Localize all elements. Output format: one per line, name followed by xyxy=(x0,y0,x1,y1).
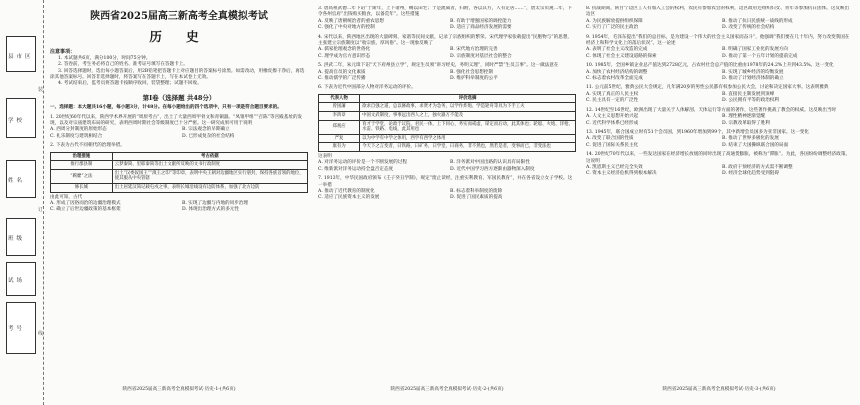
option-b[interactable]: B. 推动了世界多极化的发展 xyxy=(722,136,779,142)
option-c[interactable]: C. 推动儒学的广泛传播 xyxy=(318,76,366,82)
option-a[interactable]: A. 儒家伦理观念的世俗化 xyxy=(318,47,371,53)
question-table xyxy=(50,152,308,193)
options xyxy=(586,47,852,60)
option-a[interactable]: A. 改变了联合国的性质 xyxy=(586,136,634,142)
question-4 xyxy=(318,35,576,61)
option-b[interactable]: B. 推动了抗日民族统一战线的形成 xyxy=(722,18,793,24)
table-row xyxy=(319,143,576,152)
question-13 xyxy=(586,130,852,149)
option-d[interactable]: D. 推动了计划经济体制的确立 xyxy=(722,76,784,82)
binding-dash-label: 装 xyxy=(38,87,44,93)
table-cell: 中国文武制度，事事远出西人之上，独火器万不能及 xyxy=(360,112,576,121)
option-a[interactable]: A. 实现了真正的人民主权 xyxy=(586,91,639,97)
notice-item: 3. 回答选择题时，选出每小题答案后，用2B铅笔把答题卡上对应题目的答案标号涂黑。如需改动，用橡皮擦干净后，再选涂其他答案标号。回答非选择题时，将答案写在答题卡上，写在本试卷上无效。 xyxy=(50,68,305,81)
exam-title: 陕西省2025届高三新高考全真模拟考试 xyxy=(90,11,268,22)
part1-heading: 第Ⅰ卷（选择题 共48分） xyxy=(142,93,216,102)
table-row xyxy=(319,120,576,134)
option-d[interactable]: D. 近代中国学习西方逐渐由器物深入制度 xyxy=(450,166,535,172)
option-c[interactable]: C. 资本主义经济危机得到根本解决 xyxy=(586,171,657,177)
options xyxy=(586,136,852,149)
table-cell: 育才于学堂，论政于议院，君民一体，上下同心，务实而戒虚，谋定而后动，此其体也；轮船、火炮、洋枪、水雷、铁路、电线，此其用也 xyxy=(360,120,576,134)
option-d[interactable]: D. 已形成复杂的社会结构 xyxy=(182,133,235,139)
table-cell: 出土“汉委奴国王”“滇王之印”等印章，表明中央王朝对边疆地区实行册封，保持各族首领的地位，使其服从中央管辖 xyxy=(112,169,307,183)
option-b[interactable]: B. 实现了城乡经济的均衡发展 xyxy=(722,69,784,75)
question-prompt: 这表明 xyxy=(318,154,332,160)
notice-item: 2. 答卷前，考生务必将自己的姓名、准考证号填写在答题卡上。 xyxy=(58,62,188,68)
table-row xyxy=(319,112,576,121)
option-c[interactable]: C. 实行了广泛的民主政治 xyxy=(586,25,639,31)
question-9 xyxy=(586,35,852,61)
option-b[interactable]: B. 理性精神逐渐觉醒 xyxy=(722,114,766,120)
options xyxy=(586,92,852,105)
notice-item: 1. 本试题共6页，满分100分，时间75分钟。 xyxy=(58,55,151,61)
option-c[interactable]: C. 近代科学体系已经形成 xyxy=(586,120,639,126)
option-a[interactable]: A. 加快了农村经济结构的调整 xyxy=(586,69,648,75)
question-stem: 9. 1954年，毛泽东提出“我们的总目标，是为建设一个伟大的社会主义国家而奋斗”，他强调“我们要在几十年内，努力改变我国在经济上和科学文化上的落后状况”。这一论述 xyxy=(586,34,850,47)
page-column-2 xyxy=(318,6,576,378)
option-d[interactable]: D. 公民拥有平等的政治权利 xyxy=(722,98,779,104)
page-column-1 xyxy=(50,6,308,378)
option-d[interactable]: D. 维护科举制度的公平 xyxy=(450,76,498,82)
binding-dash-label: 线 xyxy=(38,331,44,337)
table-header: 考古依据 xyxy=(112,152,307,161)
table-row xyxy=(319,103,576,112)
option-d[interactable]: D. 体现出治理方式的多元性 xyxy=(182,207,239,213)
option-c[interactable]: C. 维新派对洋务运动持全盘否定态度 xyxy=(318,166,394,172)
question-stem: 13. 1945年，联合国成立时有51个会员国，到1960年增加到99个，其中新增会员国多为亚非国家。这一变化 xyxy=(586,129,809,135)
question-stem: 2. 下表为古代不同朝代的治理举措。 xyxy=(50,143,125,149)
table-cell: “羁縻”之法 xyxy=(51,169,113,183)
options xyxy=(586,114,852,127)
option-c[interactable]: C. 适应了民族资本主义的发展 xyxy=(318,195,380,201)
binding-dash-label: 订 xyxy=(38,207,44,213)
option-c[interactable]: C. 促进了国际关系民主化 xyxy=(586,142,639,148)
option-c[interactable]: C. 理学成为官方意识形态 xyxy=(318,53,371,59)
table-cell: 以为中学有中学之体用，西学有西学之体用 xyxy=(360,134,576,143)
option-b[interactable]: B. 直接民主制发展到顶峰 xyxy=(722,91,775,97)
table-header: 治理措施 xyxy=(51,152,113,161)
question-stem: 10. 1985年，全国乡镇企业总产值达到2728亿元，占农村社会总产值的比重由1978年的24.2%上升到43.5%。这一变化 xyxy=(586,63,834,69)
option-b[interactable]: B. 明确了国家工业化的发展方向 xyxy=(722,47,789,53)
notice-item: 4. 考试结束后，监考员将答题卡按顺序收回，装袋整理；试题不回收。 xyxy=(58,81,202,87)
field-label-name: 姓名 xyxy=(8,178,26,184)
option-a[interactable]: A. 表明了社会主义改造的完成 xyxy=(586,47,648,53)
options xyxy=(318,47,576,60)
question-stem: 8. 抗战期间，陕甘宁边区工人有加入工会的权利，农民有参加农会的权利，边区政府还组织妇女、青年等参加抗日团体。这反映出边区 xyxy=(586,6,850,18)
field-label-class: 班级 xyxy=(8,236,26,242)
options xyxy=(50,201,308,214)
option-d[interactable]: D. 结束了大国操纵联合国的局面 xyxy=(722,142,789,148)
option-c[interactable]: C. 确立了后世边疆政策的基本框架 xyxy=(50,207,121,213)
option-d[interactable]: D. 促进了国民素质的提高 xyxy=(450,195,503,201)
option-b[interactable]: B. 标志着科举制度的废除 xyxy=(450,189,503,195)
question-10 xyxy=(586,63,852,82)
option-a[interactable]: A. 人文主义思想开始兴起 xyxy=(586,114,639,120)
table-cell: 今天下之言变者，曰铁路，曰矿务，曰学堂，曰商务，非不然也，然若是者，变事而已，非变法也 xyxy=(360,143,576,152)
option-b[interactable]: B. 实现了边疆与内地的同步治理 xyxy=(182,201,249,207)
table-row xyxy=(51,169,308,183)
option-b[interactable]: B. 宋代地方治理的完善 xyxy=(450,47,498,53)
question-stem: 6. 下表为近代中国部分人物对洋务运动的评价。 xyxy=(318,85,416,91)
option-a[interactable]: A. 反映了唐朝统治者的重农思想 xyxy=(318,18,384,24)
question-stem: 14. 20世纪70年代以来，一些发达国家在经济增长放缓的同时出现了高通货膨胀，被称为“滞胀”。为此，各国纷纷调整经济政策。这说明 xyxy=(586,152,851,164)
question-prompt: 由此可知，古代 xyxy=(50,194,83,200)
option-b[interactable]: B. 有助于增强国家的调控能力 xyxy=(450,18,512,24)
section-heading: 一、选择题：本大题共16小题，每小题3分，计48分。在每小题给出的四个选项中，只有一项是符合题目要求的。 xyxy=(50,105,282,111)
table-cell: 修长城 xyxy=(51,184,113,193)
options xyxy=(50,127,308,140)
page-footer-2: 陕西省2025届高三新高考全真模拟考试·历史-2-(共6页) xyxy=(390,387,504,392)
option-a[interactable]: A. 形成了因俗而治的边疆治理模式 xyxy=(50,201,121,207)
question-stem: 12. 14世纪至16世纪，欧洲出现了大量关于人体解剖、天体运行等方面的著作，这些著作挑战了教会的权威。这反映出当时 xyxy=(586,107,837,113)
field-label-examno: 考号 xyxy=(8,326,26,332)
notice-heading: 注意事项： xyxy=(50,49,76,56)
option-c[interactable]: C. 体现了社会主义建设道路的探索 xyxy=(586,53,657,59)
option-d[interactable]: D. 宗教改革取得了胜利 xyxy=(722,120,770,126)
option-b[interactable]: B. 强化社会思想控制 xyxy=(450,69,494,75)
option-a[interactable]: A. 西周分封制度的原始形态 xyxy=(50,127,107,133)
options xyxy=(586,19,852,32)
notice-block xyxy=(50,49,308,87)
option-d[interactable]: D. 经济全球化趋势受到阻碍 xyxy=(722,171,779,177)
question-table xyxy=(318,94,576,152)
page-footer-1: 陕西省2025届高三新高考全真模拟考试·历史-1-(共6页) xyxy=(122,387,236,392)
options xyxy=(318,160,576,173)
option-a[interactable]: A. 提高官员的文化素质 xyxy=(318,69,366,75)
option-d[interactable]: D. 宗族制度对基层社会的整合 xyxy=(450,53,512,59)
option-a[interactable]: A. 对洋务运动的评价是一个不断发展的过程 xyxy=(318,160,407,166)
question-stem: 4. 宋代以来，陕西地区出现的大量碑刻、家谱等民间文献，记录了宗族组织的繁荣。宋代理学家张载提出“民胞物与”的思想，主张建立宗族制度以“收宗族、厚风俗”。这一现象反映了 xyxy=(318,34,573,47)
field-label-county: 县市区 xyxy=(8,54,34,60)
option-b[interactable]: B. 政府干预经济的方式需不断调整 xyxy=(722,164,793,170)
table-cell: 康有为 xyxy=(319,143,360,152)
options xyxy=(318,70,576,83)
question-stem: 1. 20世纪60年代以来，陕西学术界开展的“周原考古”，出土了大量西周甲骨文和青铜器。“凤雏甲组”“召陈”等宫殿基址的发现，以及对宗庙建筑布局的研究，表明西周时期社会等级制度已十分严密。这一研究成果可用于说明 xyxy=(50,114,303,127)
option-c[interactable]: C. 强化了中央对地方的控制 xyxy=(318,25,375,31)
question-14 xyxy=(586,152,852,178)
table-header: 代表人物 xyxy=(319,94,360,103)
option-a[interactable]: A. 凯恩斯主义已经完全失效 xyxy=(586,164,643,170)
page-footer-3: 陕西省2025届高三新高考全真模拟考试·历史-3-(共6页) xyxy=(662,387,776,392)
question-stem: 5. 洪武二年，朱元璋下诏“天下府州县立学”，规定生员须“讲习经史，务明义理”，同时严禁“生员言事”。这一做法意在 xyxy=(318,63,559,69)
option-b[interactable]: B. 宗法观念的早期确立 xyxy=(182,127,230,133)
question-6 xyxy=(318,85,576,173)
question-11 xyxy=(586,85,852,104)
field-label-school: 学校 xyxy=(8,118,26,124)
question-5 xyxy=(318,63,576,82)
option-c[interactable]: C. 标志着农村改革全面完成 xyxy=(586,76,643,82)
option-d[interactable]: D. 改变了传统的社会结构 xyxy=(722,25,775,31)
table-cell: 出土居延汉简记载屯戍之事，表明长城沿线设有边防体系，加强了北方边防 xyxy=(112,184,307,193)
option-a[interactable]: A. 为民族解放提供组织保障 xyxy=(586,18,643,24)
question-7 xyxy=(318,176,576,202)
options xyxy=(318,189,576,202)
table-row xyxy=(51,184,308,193)
subject-title: 历 史 xyxy=(149,29,209,44)
question-8 xyxy=(586,6,852,32)
field-label-room: 试场 xyxy=(8,278,26,284)
options xyxy=(586,70,852,83)
table-cell: 严复 xyxy=(319,134,360,143)
table-header: 评价选摘 xyxy=(360,94,576,103)
question-stem: 7. 1913年，中华民国政府颁布《壬子癸丑学制》，规定“废止读经，注重实利教育、军国民教育”，并在各省设立女子学校。这一举措 xyxy=(318,176,573,188)
options xyxy=(586,165,852,178)
question-12 xyxy=(586,108,852,127)
table-cell: 推行郡县制 xyxy=(51,161,113,170)
option-c[interactable]: C. 礼乐制度与建筑相结合 xyxy=(50,133,103,139)
question-stem: 3. 唐高祖武德二年下诏“于斯年，上下诸州，赐以田宅；于是流离者，归附，各以其方，人有定居……”，唐太宗贞观二年，下令各州官府“出钱购买粮食，以备荒年”。这些措施 xyxy=(318,6,573,18)
options xyxy=(318,19,576,32)
option-a[interactable]: A. 推动了近代教育的制度化 xyxy=(318,189,375,195)
option-d[interactable]: D. 适应了商品经济发展的需要 xyxy=(450,25,512,31)
option-c[interactable]: C. 民主具有一定的广泛性 xyxy=(586,98,639,104)
table-cell: 郑观应 xyxy=(319,120,360,134)
table-cell: 李鸿章 xyxy=(319,112,360,121)
table-cell: 欲求自强之道，总以修政事、求贤才为急务，以学作炸炮、学造轮舟等具为下手工夫 xyxy=(360,103,576,112)
option-d[interactable]: D. 推动了第一个五年计划的提前完成 xyxy=(722,53,798,59)
question-3 xyxy=(318,6,576,32)
page-column-3 xyxy=(586,6,852,378)
binding-margin xyxy=(0,0,44,405)
question-2 xyxy=(50,143,308,214)
table-row xyxy=(319,134,576,143)
question-stem: 11. 公元前5世纪，雅典公民大会规定，凡年满20岁的男性公民都有权参加公民大会，讨论和决定国家大事。这表明雅典 xyxy=(586,85,829,91)
table-cell: 曾国藩 xyxy=(319,103,360,112)
option-b[interactable]: B. 洋务派对中国出路的认识具有局限性 xyxy=(450,160,530,166)
table-row xyxy=(51,161,308,170)
question-1 xyxy=(50,115,308,141)
table-cell: 云梦秦简、里耶秦简等出土文献所反映的文书行政制度 xyxy=(112,161,307,170)
